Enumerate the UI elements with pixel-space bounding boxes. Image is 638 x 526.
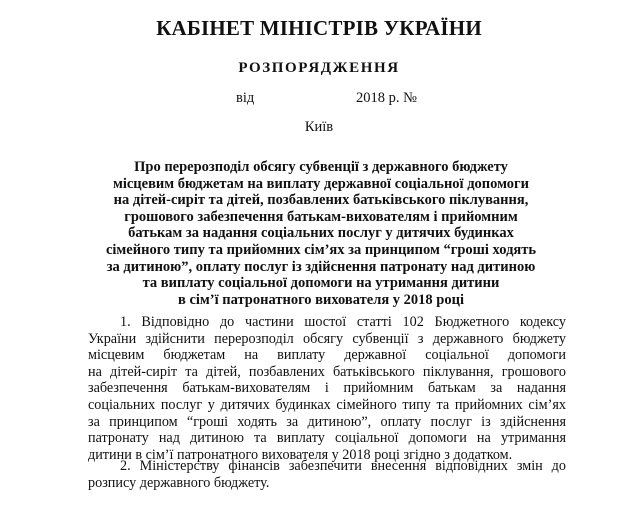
decree-title-line: Про перерозподіл обсягу субвенції з державного бюджету xyxy=(134,159,508,175)
decree-title-line: на дітей-сиріт та дітей, позбавлених батьківського піклування, xyxy=(113,192,529,209)
document-type: РОЗПОРЯДЖЕННЯ xyxy=(238,60,400,76)
paragraph-line: дитини в сім’ї патронатного вихователя у 2018 році згідно з додатком. xyxy=(88,446,513,463)
date-line xyxy=(0,90,638,108)
decree-title-line: та виплату соціальної допомоги на утримання дитини xyxy=(142,275,500,292)
decree-title-line: місцевим бюджетам на виплату державної соціальної допомоги xyxy=(112,175,530,192)
city-name: Київ xyxy=(304,119,334,135)
issuer-title: КАБІНЕТ МІНІСТРІВ УКРАЇНИ xyxy=(156,16,482,40)
paragraph-line: розпису державного бюджету. xyxy=(88,474,270,491)
paragraph-line: забезпечення батькам-вихователям і прийомним батькам за надання xyxy=(88,380,566,397)
paragraph-line: соціальних послуг у дитячих будинках сімейного типу та прийомних сім’ях xyxy=(88,396,566,413)
paragraph-line: 2. Міністерству фінансів забезпечити внесення відповідних змін до xyxy=(120,458,566,474)
paragraph-line: місцевим бюджетам на виплату державної соціальної допомоги xyxy=(88,347,566,364)
paragraph-line: за принципом “гроші ходять за дитиною”, оплату послуг із здійснення xyxy=(88,413,566,430)
paragraph-line: України здійснити перерозподіл обсягу субвенції з державного бюджету xyxy=(88,330,566,347)
decree-title-line: сімейного типу та прийомних сім’ях за принципом “гроші ходять xyxy=(105,241,537,258)
date-from-label: від xyxy=(236,90,255,106)
paragraph-line: 1. Відповідно до частини шостої статті 102 Бюджетного кодексу xyxy=(120,314,566,330)
paragraph-2 xyxy=(88,458,566,491)
decree-title-line: батькам за надання соціальних послуг у дитячих будинках xyxy=(128,225,514,242)
decree-title xyxy=(88,159,554,308)
decree-title-line: за дитиною”, оплату послуг із здійснення патронату над дитиною xyxy=(106,258,536,275)
decree-title-line: грошового забезпечення батькам-вихователям і прийомним xyxy=(124,208,518,225)
paragraph-line: патронату над дитиною та виплату соціальної допомоги на утримання xyxy=(88,430,566,447)
decree-title-line: в сім’ї патронатного вихователя у 2018 році xyxy=(177,291,464,308)
paragraph-1 xyxy=(88,314,566,463)
paragraph-line: на дітей-сиріт та дітей, позбавлених батьківського піклування, грошового xyxy=(88,363,566,380)
date-year-number: 2018 р. № xyxy=(356,90,417,106)
